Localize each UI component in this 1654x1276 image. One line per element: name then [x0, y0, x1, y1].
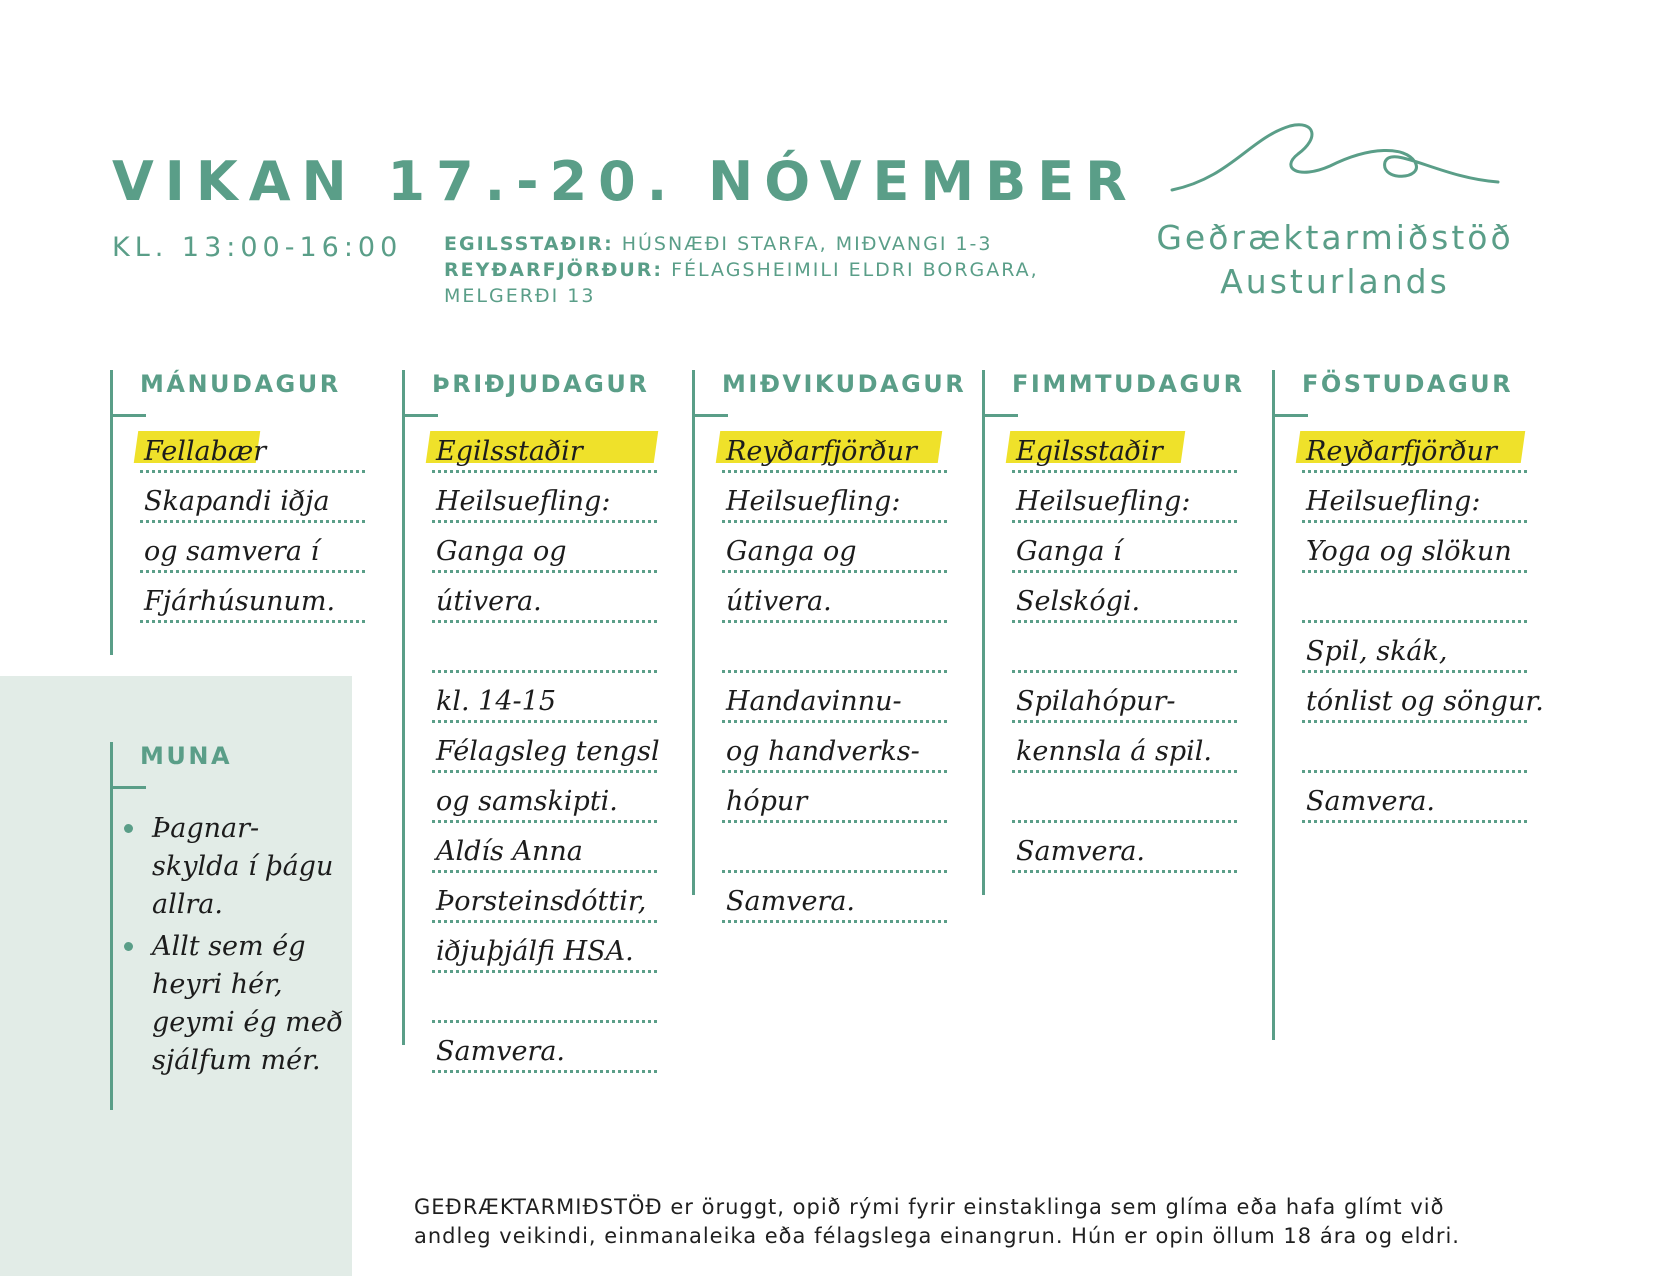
schedule-text: og handverks-: [726, 736, 920, 767]
location-text: FÉLAGSHEIMILI ELDRI BORGARA, MELGERÐI 13: [444, 259, 1039, 307]
schedule-text: kl. 14-15: [436, 686, 556, 717]
day-name: MIÐVIKUDAGUR: [722, 370, 967, 398]
schedule-line: [432, 723, 660, 773]
schedule-line: [432, 473, 657, 523]
schedule-line: [140, 423, 365, 473]
column-rule: [1272, 370, 1275, 1040]
schedule-line: [722, 473, 947, 523]
schedule-line: [432, 773, 657, 823]
schedule-line: [1012, 623, 1237, 673]
schedule-line: [1302, 473, 1527, 523]
day-name: FIMMTUDAGUR: [1012, 370, 1245, 398]
schedule-text: Samvera.: [1306, 786, 1436, 817]
column-rule: [982, 370, 985, 895]
page-title: VIKAN 17.-20. NÓVEMBER: [112, 150, 1138, 213]
schedule-line: [1302, 723, 1527, 773]
schedule-line: [722, 773, 947, 823]
column-rule: [402, 370, 405, 1045]
schedule-line: [1302, 423, 1527, 473]
column-rule: [110, 742, 113, 1110]
header-rule: [1272, 414, 1308, 417]
schedule-text: Reyðarfjörður: [1306, 436, 1497, 467]
schedule-text: Fjárhúsunum.: [144, 586, 336, 617]
schedule-text: Samvera.: [436, 1036, 566, 1067]
footer-description: GEÐRÆKTARMIÐSTÖÐ er öruggt, opið rými fyrir einstaklinga sem glíma eða hafa glímt við andleg veikindi, einmanaleika eða félagslega einangrun. Hún er opin öllum 18 ára og eldri.: [414, 1195, 1460, 1248]
location-label: REYÐARFJÖRÐUR:: [444, 259, 664, 281]
schedule-line: [1012, 473, 1237, 523]
schedule-text: Spil, skák,: [1306, 636, 1448, 667]
schedule-text: tónlist og söngur.: [1306, 686, 1544, 717]
reminder-item: Þagnar-skylda í þágu allra.: [124, 810, 344, 924]
schedule-text: hópur: [726, 786, 808, 817]
reminder-item: Allt sem ég heyri hér, geymi ég með sjálfum mér.: [124, 928, 344, 1080]
schedule-lines: [722, 423, 947, 923]
brand-name: [1140, 216, 1530, 304]
schedule-text: og samvera í: [144, 536, 320, 567]
schedule-line: [432, 623, 657, 673]
location-reydarfjordur: [444, 257, 1084, 309]
schedule-text: Spilahópur-: [1016, 686, 1176, 717]
schedule-text: Samvera.: [726, 886, 856, 917]
locations: [444, 231, 1084, 309]
schedule-text: iðjuþjálfi HSA.: [436, 936, 634, 967]
schedule-line: [722, 873, 947, 923]
schedule-text: útivera.: [436, 586, 542, 617]
header-rule: [692, 414, 728, 417]
schedule-line: [722, 573, 947, 623]
header-rule: [402, 414, 438, 417]
reminder-title: MUNA: [140, 742, 233, 770]
schedule-lines: [432, 423, 660, 1073]
schedule-line: [1012, 573, 1237, 623]
schedule-text: Heilsuefling:: [726, 486, 901, 517]
schedule-text: Handavinnu-: [726, 686, 902, 717]
location-label: EGILSSTAÐIR:: [444, 233, 614, 255]
brand-line-2: Austurlands: [1220, 262, 1450, 301]
day-name: FÖSTUDAGUR: [1302, 370, 1514, 398]
schedule-line: [432, 423, 657, 473]
schedule-lines: [1012, 423, 1237, 873]
schedule-line: [432, 873, 657, 923]
schedule-line: [432, 1023, 657, 1073]
schedule-line: [722, 723, 947, 773]
schedule-line: [1302, 673, 1544, 723]
location-egilsstadir: [444, 231, 1084, 257]
schedule-line: [432, 673, 657, 723]
column-rule: [110, 370, 113, 655]
time-range: KL. 13:00-16:00: [112, 232, 403, 263]
schedule-text: Heilsuefling:: [436, 486, 611, 517]
schedule-text: Selskógi.: [1016, 586, 1141, 617]
day-name: ÞRIÐJUDAGUR: [432, 370, 650, 398]
schedule-text: Fellabær: [144, 436, 267, 467]
schedule-line: [1012, 673, 1237, 723]
schedule-line: [140, 573, 365, 623]
header-rule: [982, 414, 1018, 417]
schedule-line: [1302, 773, 1527, 823]
schedule-line: [140, 473, 365, 523]
schedule-text: og samskipti.: [436, 786, 618, 817]
schedule-text: Skapandi iðja: [144, 486, 330, 517]
schedule-text: Heilsuefling:: [1306, 486, 1481, 517]
schedule-line: [1302, 623, 1527, 673]
location-text: HÚSNÆÐI STARFA, MIÐVANGI 1-3: [613, 233, 993, 255]
schedule-line: [432, 523, 657, 573]
schedule-line: [1012, 773, 1237, 823]
schedule-text: kennsla á spil.: [1016, 736, 1212, 767]
schedule-text: Reyðarfjörður: [726, 436, 917, 467]
mountain-logo-icon: [1170, 118, 1500, 198]
schedule-line: [432, 573, 657, 623]
schedule-text: Félagsleg tengsl: [436, 736, 660, 767]
schedule-text: Ganga í: [1016, 536, 1122, 567]
schedule-line: [722, 673, 947, 723]
schedule-lines: [140, 423, 365, 623]
column-rule: [692, 370, 695, 895]
schedule-line: [722, 623, 947, 673]
schedule-line: [1302, 523, 1527, 573]
schedule-line: [722, 523, 947, 573]
schedule-text: útivera.: [726, 586, 832, 617]
schedule-text: Ganga og: [726, 536, 857, 567]
schedule-line: [1012, 723, 1237, 773]
schedule-lines: [1302, 423, 1544, 823]
schedule-text: Yoga og slökun: [1306, 536, 1512, 567]
schedule-text: Egilsstaðir: [436, 436, 583, 467]
schedule-text: Samvera.: [1016, 836, 1146, 867]
header-rule: [110, 414, 146, 417]
reminder-list: [124, 810, 344, 1084]
schedule-line: [1012, 423, 1237, 473]
schedule-line: [722, 423, 947, 473]
schedule-text: Egilsstaðir: [1016, 436, 1163, 467]
schedule-line: [722, 823, 947, 873]
schedule-line: [1012, 823, 1237, 873]
day-name: MÁNUDAGUR: [140, 370, 341, 398]
header-rule: [110, 786, 146, 789]
schedule-line: [432, 823, 657, 873]
schedule-line: [140, 523, 365, 573]
brand-line-1: Geðræktarmiðstöð: [1156, 218, 1514, 257]
schedule-line: [432, 973, 657, 1023]
schedule-text: Heilsuefling:: [1016, 486, 1191, 517]
schedule-text: Aldís Anna: [436, 836, 583, 867]
schedule-line: [432, 923, 657, 973]
schedule-text: Ganga og: [436, 536, 567, 567]
schedule-line: [1302, 573, 1527, 623]
schedule-text: Þorsteinsdóttir,: [436, 886, 647, 917]
schedule-line: [1012, 523, 1237, 573]
